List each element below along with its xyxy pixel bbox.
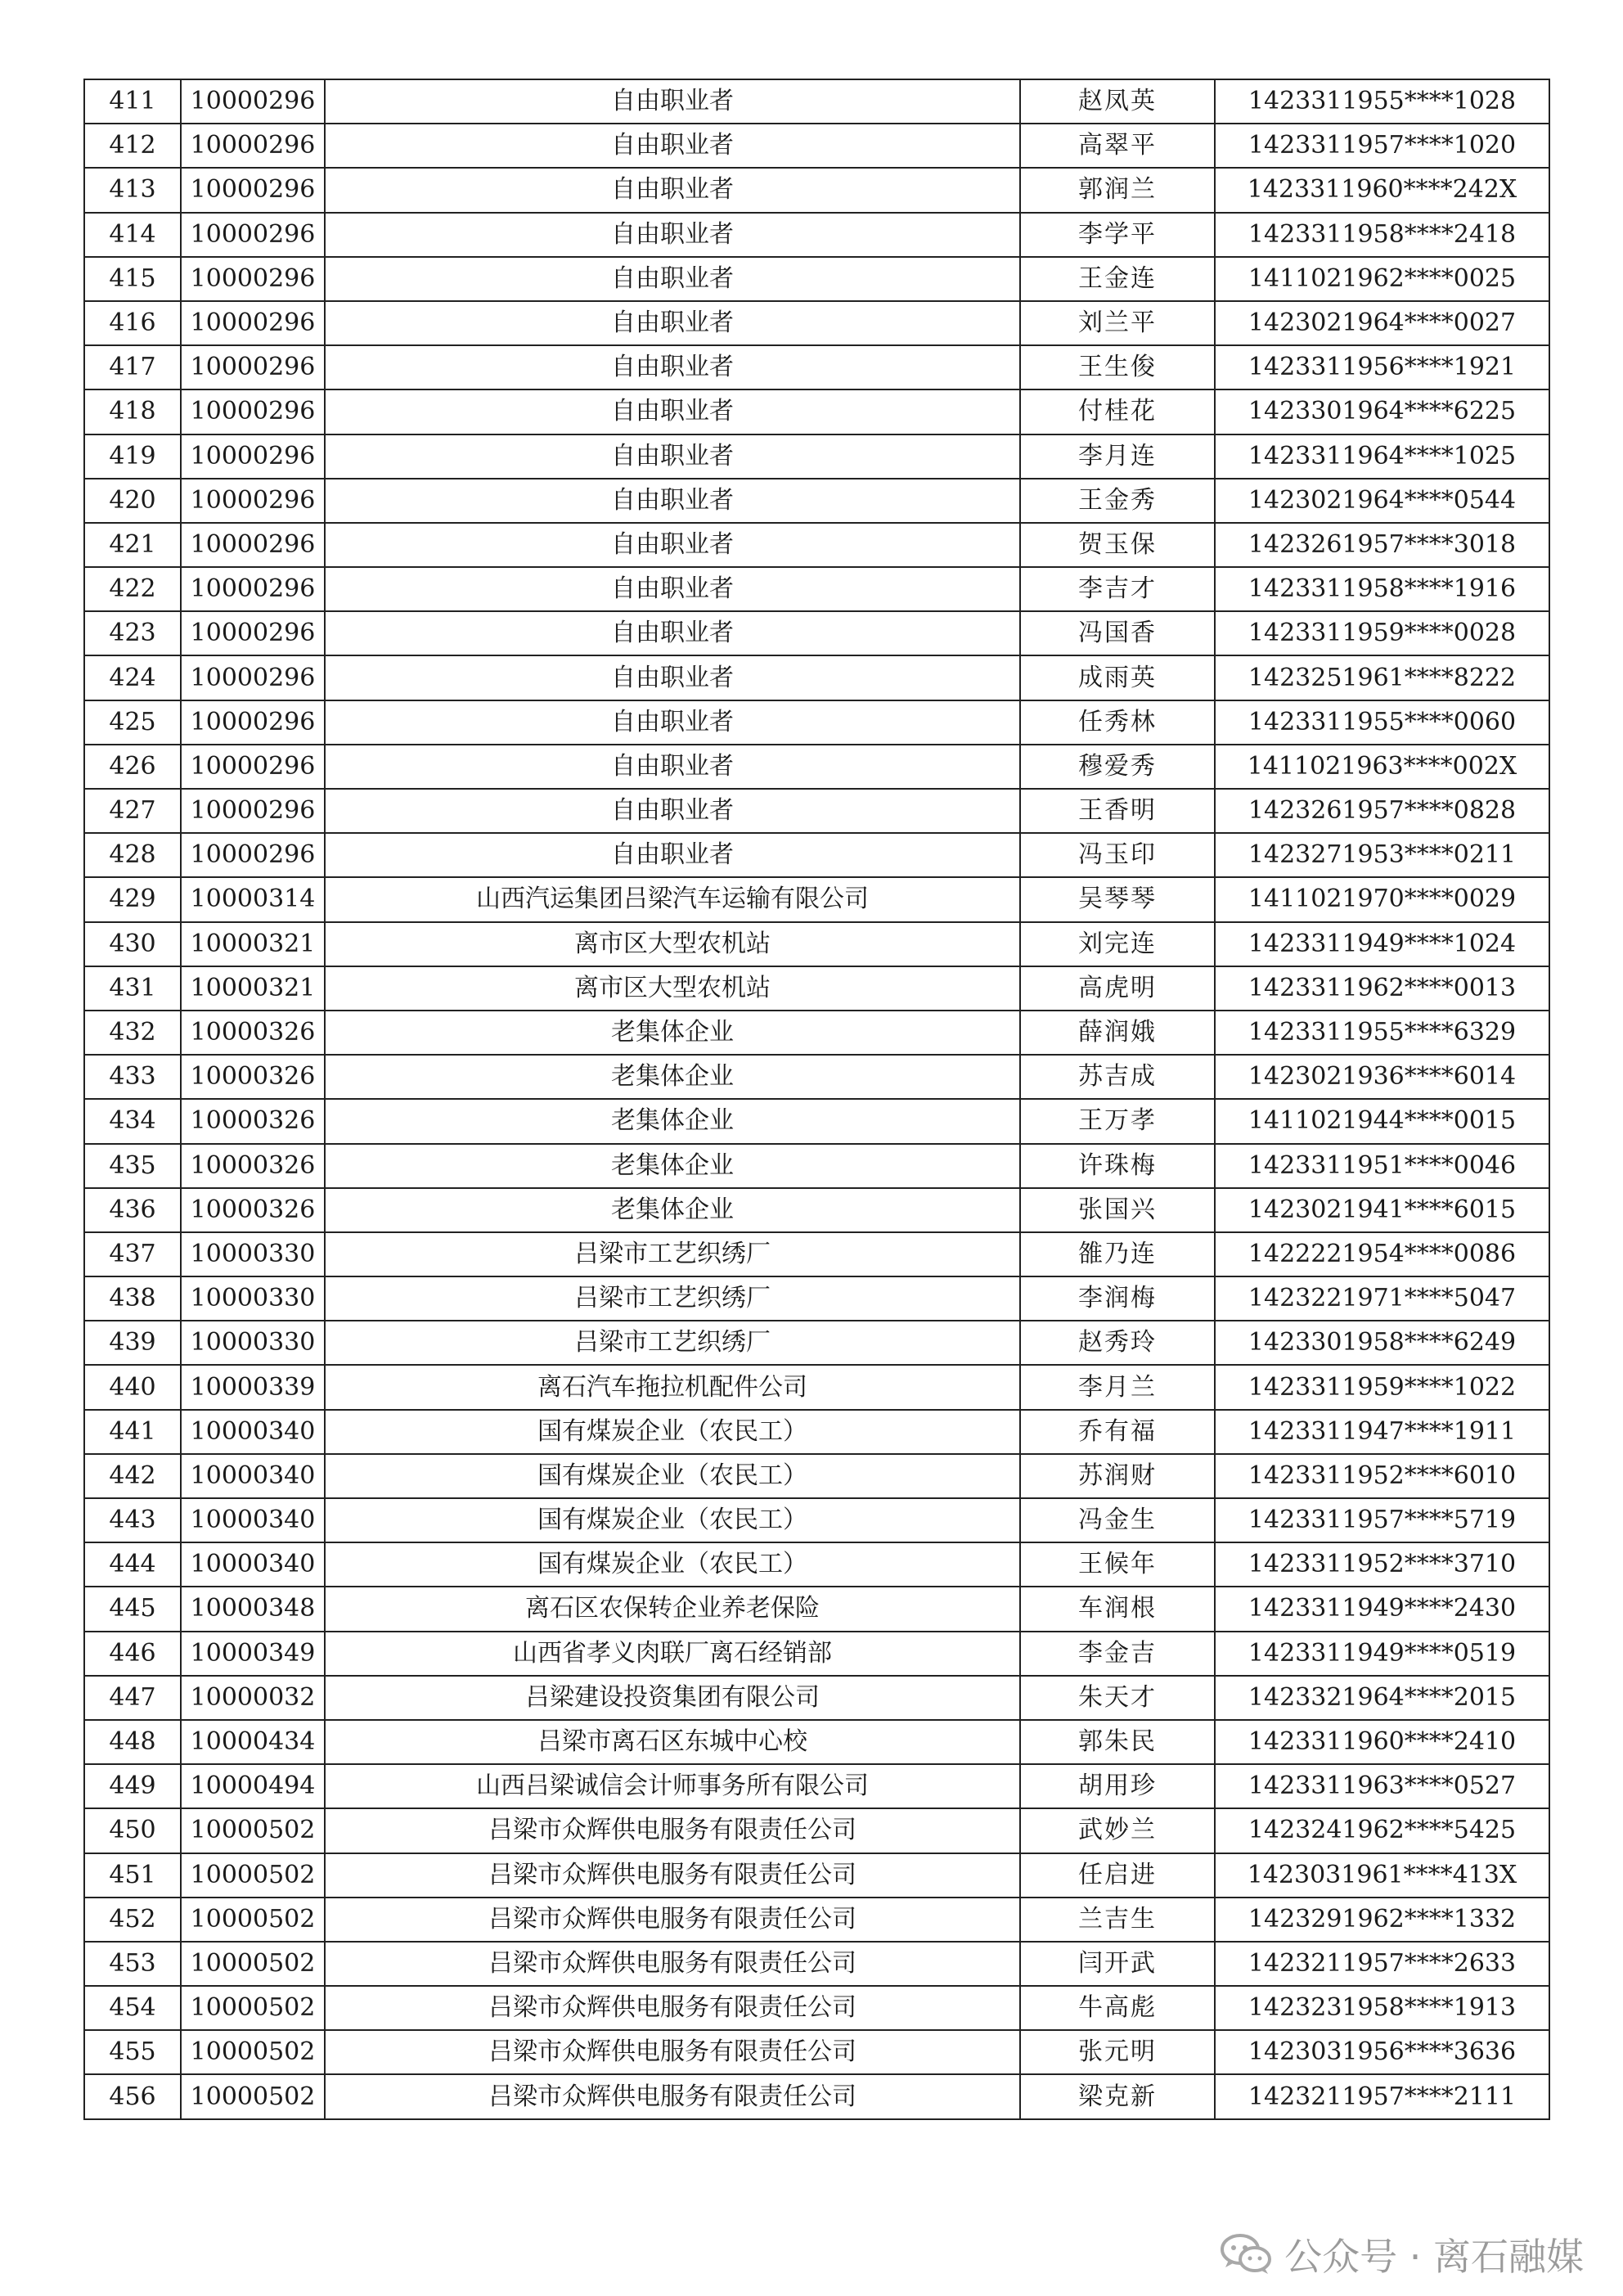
person-name: 牛高彪 xyxy=(1020,1986,1215,2030)
table-row xyxy=(84,1587,1549,1631)
person-name: 张元明 xyxy=(1020,2030,1215,2074)
unit-code: 10000502 xyxy=(181,2074,325,2118)
roster-body xyxy=(84,79,1549,2119)
id-number: 1423311959****0028 xyxy=(1215,611,1549,655)
row-number: 420 xyxy=(84,479,181,523)
row-number: 441 xyxy=(84,1410,181,1454)
table-row xyxy=(84,1232,1549,1276)
person-name: 武妙兰 xyxy=(1020,1808,1215,1853)
table-row xyxy=(84,1099,1549,1143)
row-number: 452 xyxy=(84,1898,181,1942)
table-row xyxy=(84,79,1549,124)
table-row xyxy=(84,1144,1549,1188)
table-row xyxy=(84,1632,1549,1676)
table-row xyxy=(84,789,1549,833)
unit-code: 10000502 xyxy=(181,1898,325,1942)
person-name: 王万孝 xyxy=(1020,1099,1215,1143)
person-name: 兰吉生 xyxy=(1020,1898,1215,1942)
unit-code: 10000330 xyxy=(181,1321,325,1365)
unit-code: 10000330 xyxy=(181,1232,325,1276)
table-row xyxy=(84,1720,1549,1764)
id-number: 1423261957****0828 xyxy=(1215,789,1549,833)
table-row xyxy=(84,877,1549,921)
row-number: 443 xyxy=(84,1498,181,1542)
unit-code: 10000296 xyxy=(181,611,325,655)
row-number: 430 xyxy=(84,922,181,966)
row-number: 449 xyxy=(84,1764,181,1808)
unit-code: 10000340 xyxy=(181,1542,325,1587)
id-number: 1423311958****2418 xyxy=(1215,213,1549,257)
id-number: 1423311952****3710 xyxy=(1215,1542,1549,1587)
row-number: 429 xyxy=(84,877,181,921)
unit-name: 自由职业者 xyxy=(325,789,1020,833)
table-row xyxy=(84,1808,1549,1853)
unit-code: 10000340 xyxy=(181,1410,325,1454)
watermark-text: 公众号 · 离石融媒 xyxy=(1284,2235,1584,2279)
unit-code: 10000296 xyxy=(181,124,325,168)
unit-code: 10000326 xyxy=(181,1011,325,1055)
table-row xyxy=(84,1410,1549,1454)
unit-code: 10000348 xyxy=(181,1587,325,1631)
person-name: 王生俊 xyxy=(1020,345,1215,389)
unit-code: 10000296 xyxy=(181,168,325,212)
row-number: 422 xyxy=(84,567,181,611)
table-row xyxy=(84,922,1549,966)
person-name: 李学平 xyxy=(1020,213,1215,257)
id-number: 1423231958****1913 xyxy=(1215,1986,1549,2030)
unit-name: 老集体企业 xyxy=(325,1144,1020,1188)
table-row xyxy=(84,745,1549,789)
person-name: 刘兰平 xyxy=(1020,301,1215,345)
person-name: 任启进 xyxy=(1020,1853,1215,1898)
row-number: 453 xyxy=(84,1942,181,1986)
person-name: 李金吉 xyxy=(1020,1632,1215,1676)
unit-name: 自由职业者 xyxy=(325,745,1020,789)
person-name: 成雨英 xyxy=(1020,655,1215,700)
table-row xyxy=(84,1853,1549,1898)
row-number: 446 xyxy=(84,1632,181,1676)
row-number: 414 xyxy=(84,213,181,257)
unit-name: 老集体企业 xyxy=(325,1099,1020,1143)
table-row xyxy=(84,1365,1549,1409)
table-row xyxy=(84,1764,1549,1808)
unit-code: 10000326 xyxy=(181,1099,325,1143)
unit-code: 10000296 xyxy=(181,833,325,877)
unit-code: 10000296 xyxy=(181,789,325,833)
id-number: 1423311963****0527 xyxy=(1215,1764,1549,1808)
row-number: 444 xyxy=(84,1542,181,1587)
row-number: 439 xyxy=(84,1321,181,1365)
table-row xyxy=(84,1942,1549,1986)
id-number: 1423311957****1020 xyxy=(1215,124,1549,168)
person-name: 苏润财 xyxy=(1020,1454,1215,1498)
person-name: 付桂花 xyxy=(1020,389,1215,434)
id-number: 1423021964****0027 xyxy=(1215,301,1549,345)
row-number: 442 xyxy=(84,1454,181,1498)
unit-name: 自由职业者 xyxy=(325,301,1020,345)
table-row xyxy=(84,833,1549,877)
id-number: 1423311951****0046 xyxy=(1215,1144,1549,1188)
person-name: 赵凤英 xyxy=(1020,79,1215,124)
unit-name: 吕梁建设投资集团有限公司 xyxy=(325,1676,1020,1720)
table-row xyxy=(84,1321,1549,1365)
unit-code: 10000296 xyxy=(181,479,325,523)
unit-name: 自由职业者 xyxy=(325,611,1020,655)
person-name: 李润梅 xyxy=(1020,1276,1215,1321)
table-row xyxy=(84,966,1549,1011)
id-number: 1423311949****0519 xyxy=(1215,1632,1549,1676)
unit-name: 国有煤炭企业（农民工） xyxy=(325,1454,1020,1498)
table-row xyxy=(84,1542,1549,1587)
unit-name: 国有煤炭企业（农民工） xyxy=(325,1498,1020,1542)
unit-name: 国有煤炭企业（农民工） xyxy=(325,1542,1020,1587)
unit-code: 10000502 xyxy=(181,1986,325,2030)
table-row xyxy=(84,124,1549,168)
roster-table xyxy=(83,79,1550,2120)
person-name: 王金秀 xyxy=(1020,479,1215,523)
person-name: 郭润兰 xyxy=(1020,168,1215,212)
unit-name: 自由职业者 xyxy=(325,389,1020,434)
row-number: 421 xyxy=(84,523,181,567)
table-row xyxy=(84,700,1549,745)
row-number: 413 xyxy=(84,168,181,212)
id-number: 1423271953****0211 xyxy=(1215,833,1549,877)
id-number: 1423311952****6010 xyxy=(1215,1454,1549,1498)
person-name: 雒乃连 xyxy=(1020,1232,1215,1276)
id-number: 1423311949****1024 xyxy=(1215,922,1549,966)
table-row xyxy=(84,611,1549,655)
unit-code: 10000340 xyxy=(181,1498,325,1542)
unit-code: 10000296 xyxy=(181,434,325,479)
id-number: 1423241962****5425 xyxy=(1215,1808,1549,1853)
unit-code: 10000032 xyxy=(181,1676,325,1720)
person-name: 王候年 xyxy=(1020,1542,1215,1587)
unit-code: 10000494 xyxy=(181,1764,325,1808)
person-name: 任秀林 xyxy=(1020,700,1215,745)
unit-code: 10000296 xyxy=(181,655,325,700)
table-row xyxy=(84,1676,1549,1720)
id-number: 1423031956****3636 xyxy=(1215,2030,1549,2074)
unit-code: 10000326 xyxy=(181,1188,325,1232)
row-number: 423 xyxy=(84,611,181,655)
table-row xyxy=(84,345,1549,389)
id-number: 1423311956****1921 xyxy=(1215,345,1549,389)
row-number: 426 xyxy=(84,745,181,789)
row-number: 454 xyxy=(84,1986,181,2030)
unit-name: 自由职业者 xyxy=(325,479,1020,523)
person-name: 王香明 xyxy=(1020,789,1215,833)
unit-code: 10000434 xyxy=(181,1720,325,1764)
unit-name: 吕梁市众辉供电服务有限责任公司 xyxy=(325,1853,1020,1898)
id-number: 1423311955****1028 xyxy=(1215,79,1549,124)
unit-code: 10000296 xyxy=(181,345,325,389)
id-number: 1423311958****1916 xyxy=(1215,567,1549,611)
id-number: 1423311957****5719 xyxy=(1215,1498,1549,1542)
row-number: 433 xyxy=(84,1055,181,1099)
table-row xyxy=(84,1898,1549,1942)
person-name: 穆爱秀 xyxy=(1020,745,1215,789)
id-number: 1411021963****002X xyxy=(1215,745,1549,789)
unit-code: 10000502 xyxy=(181,1853,325,1898)
id-number: 1423291962****1332 xyxy=(1215,1898,1549,1942)
unit-name: 自由职业者 xyxy=(325,124,1020,168)
unit-code: 10000321 xyxy=(181,922,325,966)
unit-code: 10000296 xyxy=(181,213,325,257)
table-row xyxy=(84,257,1549,301)
row-number: 417 xyxy=(84,345,181,389)
id-number: 1423311960****2410 xyxy=(1215,1720,1549,1764)
unit-name: 自由职业者 xyxy=(325,434,1020,479)
id-number: 1423311949****2430 xyxy=(1215,1587,1549,1631)
unit-code: 10000349 xyxy=(181,1632,325,1676)
unit-name: 自由职业者 xyxy=(325,700,1020,745)
person-name: 高虎明 xyxy=(1020,966,1215,1011)
person-name: 胡用珍 xyxy=(1020,1764,1215,1808)
unit-code: 10000340 xyxy=(181,1454,325,1498)
unit-name: 吕梁市工艺织绣厂 xyxy=(325,1232,1020,1276)
row-number: 448 xyxy=(84,1720,181,1764)
id-number: 1423311959****1022 xyxy=(1215,1365,1549,1409)
unit-name: 离石汽车拖拉机配件公司 xyxy=(325,1365,1020,1409)
id-number: 1423311955****0060 xyxy=(1215,700,1549,745)
row-number: 438 xyxy=(84,1276,181,1321)
row-number: 437 xyxy=(84,1232,181,1276)
unit-code: 10000339 xyxy=(181,1365,325,1409)
unit-name: 老集体企业 xyxy=(325,1055,1020,1099)
person-name: 赵秀玲 xyxy=(1020,1321,1215,1365)
unit-code: 10000502 xyxy=(181,2030,325,2074)
id-number: 1423301964****6225 xyxy=(1215,389,1549,434)
id-number: 1423211957****2633 xyxy=(1215,1942,1549,1986)
unit-name: 山西汽运集团吕梁汽车运输有限公司 xyxy=(325,877,1020,921)
id-number: 1423251961****8222 xyxy=(1215,655,1549,700)
row-number: 456 xyxy=(84,2074,181,2118)
unit-name: 吕梁市众辉供电服务有限责任公司 xyxy=(325,2030,1020,2074)
row-number: 431 xyxy=(84,966,181,1011)
id-number: 1423321964****2015 xyxy=(1215,1676,1549,1720)
row-number: 412 xyxy=(84,124,181,168)
row-number: 428 xyxy=(84,833,181,877)
person-name: 苏吉成 xyxy=(1020,1055,1215,1099)
table-row xyxy=(84,1188,1549,1232)
row-number: 415 xyxy=(84,257,181,301)
unit-code: 10000296 xyxy=(181,301,325,345)
row-number: 424 xyxy=(84,655,181,700)
table-row xyxy=(84,655,1549,700)
unit-name: 自由职业者 xyxy=(325,655,1020,700)
unit-name: 自由职业者 xyxy=(325,257,1020,301)
row-number: 411 xyxy=(84,79,181,124)
id-number: 1411021970****0029 xyxy=(1215,877,1549,921)
table-row xyxy=(84,434,1549,479)
id-number: 1422221954****0086 xyxy=(1215,1232,1549,1276)
unit-name: 山西吕梁诚信会计师事务所有限公司 xyxy=(325,1764,1020,1808)
row-number: 451 xyxy=(84,1853,181,1898)
person-name: 乔有福 xyxy=(1020,1410,1215,1454)
id-number: 1423311947****1911 xyxy=(1215,1410,1549,1454)
table-row xyxy=(84,389,1549,434)
row-number: 425 xyxy=(84,700,181,745)
id-number: 1423021936****6014 xyxy=(1215,1055,1549,1099)
person-name: 闫开武 xyxy=(1020,1942,1215,1986)
unit-code: 10000296 xyxy=(181,567,325,611)
table-row xyxy=(84,213,1549,257)
row-number: 419 xyxy=(84,434,181,479)
table-row xyxy=(84,301,1549,345)
row-number: 432 xyxy=(84,1011,181,1055)
table-row xyxy=(84,479,1549,523)
unit-code: 10000296 xyxy=(181,257,325,301)
unit-code: 10000314 xyxy=(181,877,325,921)
person-name: 朱天才 xyxy=(1020,1676,1215,1720)
id-number: 1423311960****242X xyxy=(1215,168,1549,212)
table-row xyxy=(84,1454,1549,1498)
id-number: 1423021941****6015 xyxy=(1215,1188,1549,1232)
wechat-icon xyxy=(1221,2233,1273,2276)
unit-name: 自由职业者 xyxy=(325,523,1020,567)
person-name: 许珠梅 xyxy=(1020,1144,1215,1188)
unit-name: 自由职业者 xyxy=(325,79,1020,124)
unit-code: 10000502 xyxy=(181,1808,325,1853)
unit-code: 10000326 xyxy=(181,1055,325,1099)
unit-name: 吕梁市工艺织绣厂 xyxy=(325,1276,1020,1321)
table-row xyxy=(84,1498,1549,1542)
table-row xyxy=(84,1986,1549,2030)
row-number: 418 xyxy=(84,389,181,434)
id-number: 1423021964****0544 xyxy=(1215,479,1549,523)
unit-name: 离市区大型农机站 xyxy=(325,922,1020,966)
id-number: 1411021944****0015 xyxy=(1215,1099,1549,1143)
unit-name: 自由职业者 xyxy=(325,833,1020,877)
person-name: 李月连 xyxy=(1020,434,1215,479)
unit-code: 10000330 xyxy=(181,1276,325,1321)
id-number: 1423221971****5047 xyxy=(1215,1276,1549,1321)
unit-name: 自由职业者 xyxy=(325,345,1020,389)
row-number: 455 xyxy=(84,2030,181,2074)
unit-code: 10000326 xyxy=(181,1144,325,1188)
row-number: 435 xyxy=(84,1144,181,1188)
unit-code: 10000502 xyxy=(181,1942,325,1986)
table-row xyxy=(84,168,1549,212)
unit-name: 老集体企业 xyxy=(325,1011,1020,1055)
unit-code: 10000321 xyxy=(181,966,325,1011)
person-name: 贺玉保 xyxy=(1020,523,1215,567)
person-name: 吴琴琴 xyxy=(1020,877,1215,921)
unit-name: 自由职业者 xyxy=(325,213,1020,257)
row-number: 427 xyxy=(84,789,181,833)
id-number: 1423211957****2111 xyxy=(1215,2074,1549,2118)
person-name: 冯玉印 xyxy=(1020,833,1215,877)
id-number: 1411021962****0025 xyxy=(1215,257,1549,301)
table-row xyxy=(84,523,1549,567)
id-number: 1423031961****413X xyxy=(1215,1853,1549,1898)
id-number: 1423311962****0013 xyxy=(1215,966,1549,1011)
person-name: 梁克新 xyxy=(1020,2074,1215,2118)
table-row xyxy=(84,2030,1549,2074)
id-number: 1423261957****3018 xyxy=(1215,523,1549,567)
unit-name: 自由职业者 xyxy=(325,168,1020,212)
person-name: 郭朱民 xyxy=(1020,1720,1215,1764)
unit-name: 吕梁市众辉供电服务有限责任公司 xyxy=(325,1898,1020,1942)
unit-name: 山西省孝义肉联厂离石经销部 xyxy=(325,1632,1020,1676)
row-number: 434 xyxy=(84,1099,181,1143)
unit-name: 自由职业者 xyxy=(325,567,1020,611)
id-number: 1423311955****6329 xyxy=(1215,1011,1549,1055)
row-number: 445 xyxy=(84,1587,181,1631)
unit-name: 吕梁市众辉供电服务有限责任公司 xyxy=(325,1986,1020,2030)
id-number: 1423311964****1025 xyxy=(1215,434,1549,479)
table-row xyxy=(84,567,1549,611)
unit-name: 吕梁市众辉供电服务有限责任公司 xyxy=(325,1808,1020,1853)
table-row xyxy=(84,2074,1549,2118)
unit-name: 吕梁市众辉供电服务有限责任公司 xyxy=(325,1942,1020,1986)
row-number: 450 xyxy=(84,1808,181,1853)
table-row xyxy=(84,1055,1549,1099)
person-name: 车润根 xyxy=(1020,1587,1215,1631)
person-name: 李吉才 xyxy=(1020,567,1215,611)
person-name: 薛润娥 xyxy=(1020,1011,1215,1055)
person-name: 王金连 xyxy=(1020,257,1215,301)
row-number: 416 xyxy=(84,301,181,345)
person-name: 刘完连 xyxy=(1020,922,1215,966)
unit-name: 离石区农保转企业养老保险 xyxy=(325,1587,1020,1631)
table-row xyxy=(84,1011,1549,1055)
person-name: 李月兰 xyxy=(1020,1365,1215,1409)
unit-name: 离市区大型农机站 xyxy=(325,966,1020,1011)
row-number: 447 xyxy=(84,1676,181,1720)
unit-name: 吕梁市离石区东城中心校 xyxy=(325,1720,1020,1764)
unit-code: 10000296 xyxy=(181,523,325,567)
unit-code: 10000296 xyxy=(181,79,325,124)
id-number: 1423301958****6249 xyxy=(1215,1321,1549,1365)
person-name: 冯国香 xyxy=(1020,611,1215,655)
person-name: 冯金生 xyxy=(1020,1498,1215,1542)
unit-name: 国有煤炭企业（农民工） xyxy=(325,1410,1020,1454)
unit-code: 10000296 xyxy=(181,745,325,789)
person-name: 张国兴 xyxy=(1020,1188,1215,1232)
unit-name: 吕梁市众辉供电服务有限责任公司 xyxy=(325,2074,1020,2118)
unit-name: 老集体企业 xyxy=(325,1188,1020,1232)
row-number: 436 xyxy=(84,1188,181,1232)
unit-code: 10000296 xyxy=(181,389,325,434)
row-number: 440 xyxy=(84,1365,181,1409)
watermark xyxy=(1221,2227,1584,2281)
table-row xyxy=(84,1276,1549,1321)
person-name: 高翠平 xyxy=(1020,124,1215,168)
unit-name: 吕梁市工艺织绣厂 xyxy=(325,1321,1020,1365)
unit-code: 10000296 xyxy=(181,700,325,745)
